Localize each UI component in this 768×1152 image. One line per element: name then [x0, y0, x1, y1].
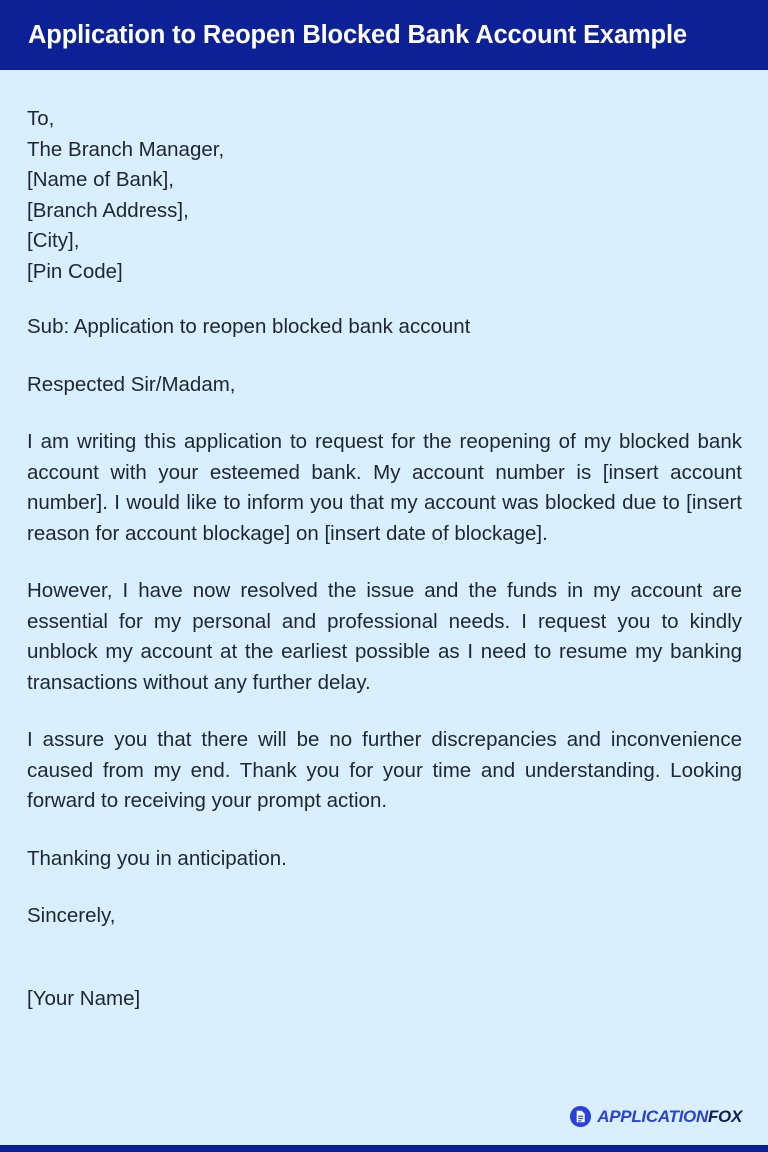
address-line: [Pin Code]: [27, 259, 123, 283]
spacer: [27, 698, 742, 725]
spacer: [27, 874, 742, 901]
recipient-address-block: [27, 104, 742, 287]
address-line: [Name of Bank],: [27, 168, 174, 191]
closing-thanks-line: Thanking you in anticipation.: [27, 846, 287, 870]
address-line: [Branch Address],: [27, 198, 189, 222]
address-line: [City],: [27, 229, 80, 252]
page-header: [0, 0, 768, 70]
spacer: [27, 400, 742, 427]
address-line: The Branch Manager,: [27, 137, 225, 161]
spacer: [27, 287, 742, 312]
body-paragraph-3: I assure you that there will be no further discrepancies and inconvenience caused from my end. Thank you for your time and understanding. Looking forward to receiving your prompt action.: [27, 728, 742, 812]
spacer: [27, 959, 742, 984]
brand-name-part1: APPLICATION: [597, 1107, 708, 1126]
document-circle-icon: [569, 1105, 592, 1128]
salutation-line: Respected Sir/Madam,: [27, 372, 236, 396]
closing-signoff-line: Sincerely,: [27, 904, 116, 927]
letter-body: [0, 70, 768, 1145]
brand-name: [597, 1108, 742, 1125]
body-paragraph-2: However, I have now resolved the issue and the funds in my account are essential for my personal and professional needs. I request you to kindly unblock my account at the earliest possible as I need to resume my banking transactions without any further delay.: [27, 579, 742, 694]
subject-line: Sub: Application to reopen blocked bank account: [27, 315, 471, 338]
address-line: To,: [27, 107, 55, 130]
brand-name-part2: FOX: [707, 1107, 742, 1126]
spacer: [27, 932, 742, 959]
spacer: [27, 343, 742, 370]
spacer: [27, 549, 742, 576]
spacer: [27, 817, 742, 844]
page-title: Application to Reopen Blocked Bank Account Example: [28, 20, 687, 49]
page-footer-bar: [0, 1145, 768, 1152]
brand-logo: [569, 1105, 742, 1128]
body-paragraph-1: I am writing this application to request for the reopening of my blocked bank account with your esteemed bank. My account number is [insert account number]. I would like to inform you that my account was blocked due to [insert reason for account blockage] on [insert date of blockage].: [27, 430, 742, 545]
signature-name-line: [Your Name]: [27, 986, 141, 1010]
